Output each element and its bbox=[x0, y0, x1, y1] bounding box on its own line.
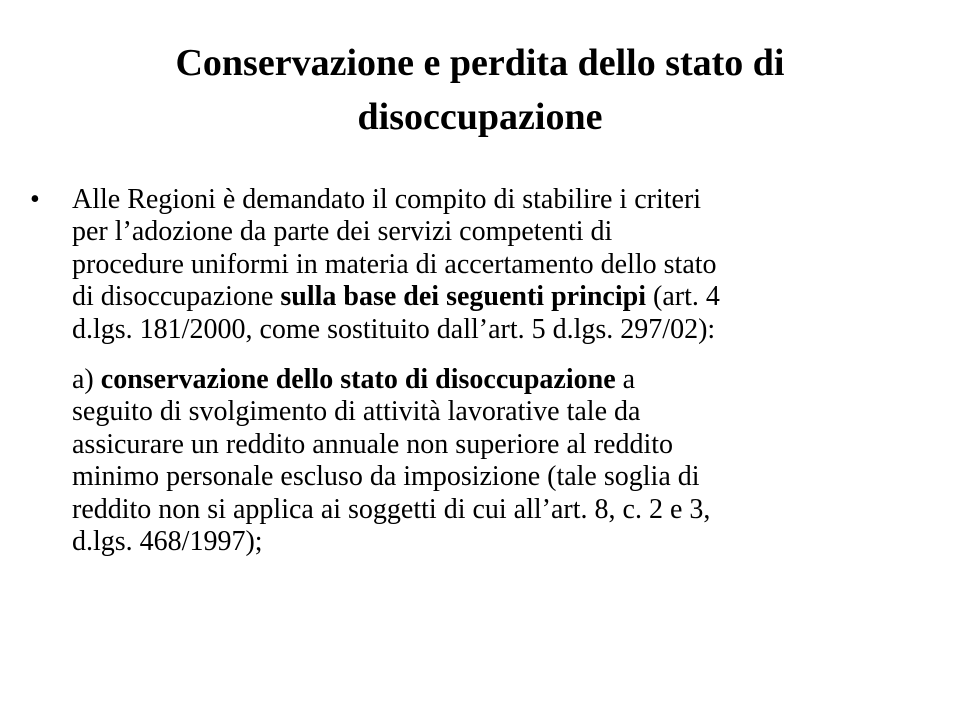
paragraph-text: di disoccupazione bbox=[72, 281, 281, 313]
paragraph-line: reddito non si applica ai soggetti di cui all’art. 8, c. 2 e 3, bbox=[72, 493, 711, 525]
sub-paragraph bbox=[72, 364, 930, 558]
bullet-item bbox=[30, 184, 930, 346]
paragraph-line: Alle Regioni è demandato il compito di stabilire i criteri bbox=[72, 184, 702, 215]
paragraph-line: minimo personale escluso da imposizione (tale soglia di bbox=[72, 461, 700, 493]
paragraph-line: procedure uniformi in materia di accertamento dello stato bbox=[72, 248, 717, 280]
paragraph-text: (art. 4 bbox=[646, 281, 720, 313]
paragraph-line: d.lgs. 468/1997); bbox=[72, 526, 263, 558]
slide-body bbox=[30, 184, 930, 558]
bullet-paragraph bbox=[72, 184, 930, 346]
paragraph-bold-text: conservazione dello stato di disoccupazione bbox=[100, 364, 616, 396]
slide-title-line-1: Conservazione e perdita dello stato di bbox=[175, 42, 785, 84]
paragraph-bold-text: sulla base dei seguenti principi bbox=[280, 281, 646, 313]
paragraph-line: d.lgs. 181/2000, come sostituito dall’art. 5 d.lgs. 297/02): bbox=[72, 313, 716, 345]
bullet-icon: • bbox=[30, 184, 40, 215]
paragraph-line: per l’adozione da parte dei servizi competenti di bbox=[72, 216, 613, 248]
slide-title bbox=[40, 36, 920, 144]
slide-title-line-2: disoccupazione bbox=[357, 96, 603, 138]
paragraph-text: a bbox=[615, 364, 636, 396]
paragraph-line: assicurare un reddito annuale non superiore al reddito bbox=[72, 428, 674, 460]
paragraph-line: seguito di svolgimento di attività lavorative tale da bbox=[72, 396, 641, 428]
paragraph-text: a) bbox=[72, 364, 101, 396]
